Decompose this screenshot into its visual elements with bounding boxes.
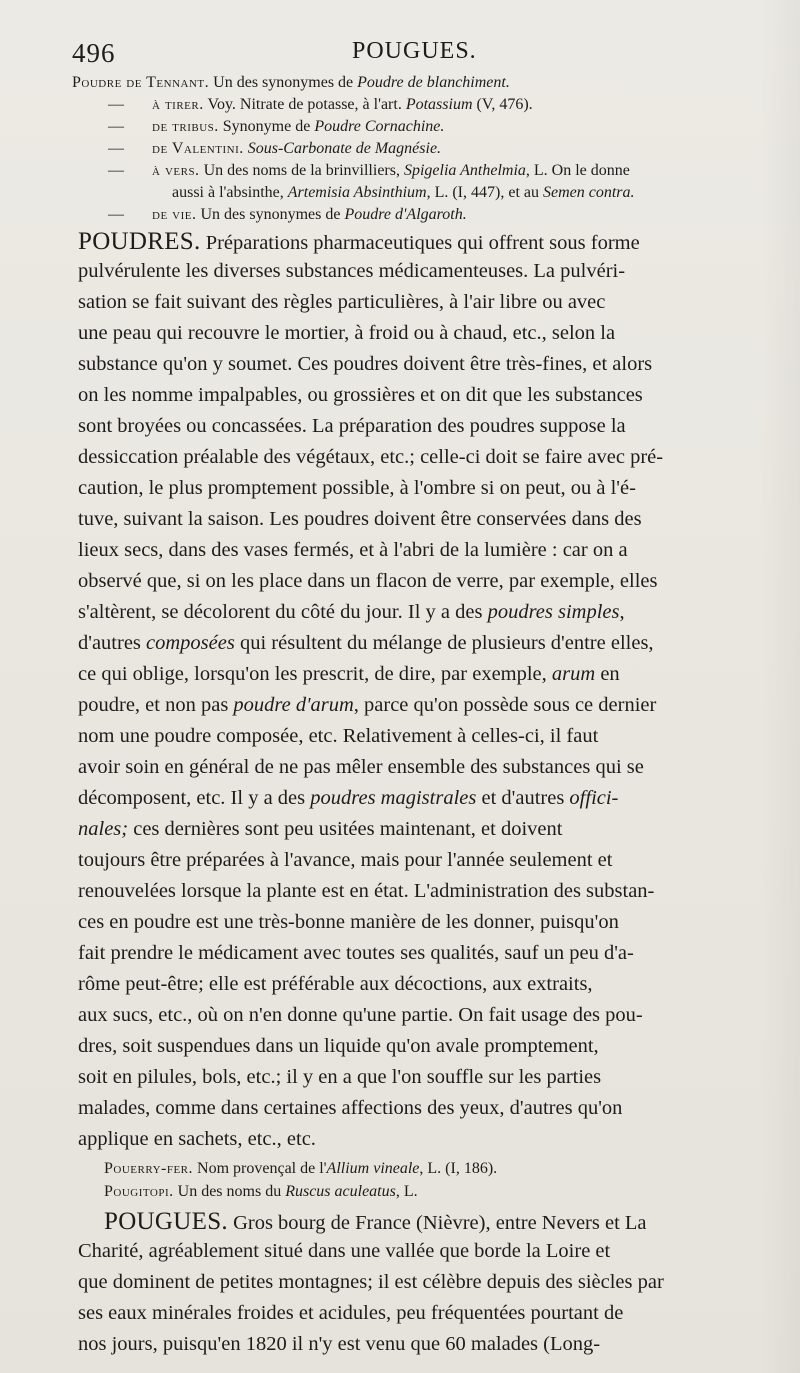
subentry-label: à vers. [152,162,200,179]
subentry: — de Valentini. Sous-Carbonate de Magnésie. [0,138,800,160]
headword-pougues: POUGUES. [104,1208,228,1235]
subentry-continuation: aussi à l'absinthe, Artemisia Absinthium, L. (I, 447), et au Semen contra. [172,184,635,201]
dash-mark: — [108,140,124,157]
subentry: — à tirer. Voy. Nitrate de potasse, à l'art. Potassium (V, 476). [0,94,800,116]
book-page: 496 POUGUES. Poudre de Tennant. Un des synonymes de Poudre de blanchiment. — à tirer. Voy. Nitrate de potasse, à l'art. Potassium (V, 476). — de tribus. Synonyme de Poudre Cornachine. — de Valentini. Sous-Carbonate de Magnésie. — à vers. Un des noms de la brinvilliers, Spigelia Anthelmia, L. On le donne aussi à l'absinthe, Artemisia Absinthium, L. (I, 447), et au Semen contra. — de vie. Un des synonymes de Poudre d'Algaroth. POUDRES. Préparations pharmaceutiques qui offrent sous forme pulvérulente les diverses substances médicamenteuses. La pulvéri- sation se fait suivant des règles particulières, à l'air libre ou avec une peau qui recouvre le mortier, à froid ou à chaud, etc., selon la substance qu'on y soumet. Ces poudres doivent être très-fines, et alors on les nomme impalpables, ou grossières et on dit que les substances sont broyées ou concassées. La préparation des poudres suppose la dessiccation préalable des végétaux, etc.; celle-ci doit se faire avec pré- caution, le plus promptement possible, à l'ombre si on peut, ou à l'é- tuve, suivant la saison. Les poudres doivent être conservées dans des lieux secs, dans des vases fermés, et à l'abri de la lumière : car on a observé que, si on les place dans un flacon de verre, par exemple, elles s'altèrent, se décolorent du côté du jour. Il y a des poudres simples, d'autres composées qui résultent du mélange de plusieurs d'entre elles, ce qui oblige, lorsqu'on les prescrit, de dire, par exemple, arum en poudre, et non pas poudre d'arum, parce qu'on possède sous ce dernier nom une poudre composée, etc. Relativement à celles-ci, il faut avoir soin en général de ne pas mêler ensemble des substances qui se décomposent, etc. Il y a des poudres magistrales et d'autres offici- nales; ces dernières sont peu usitées maintenant, et doivent toujours être préparées à l'avance, mais pour l'année seulement et renouvelées lorsque la plante est en état. L'administration des substan- ces en poudre est une très-bonne manière de les donner, puisqu'on fait prendre le médicament avec toutes ses qualités, sauf un peu d'a- rôme peut-être; elle est préférable aux décoctions, aux extraits, aux sucs, etc., où on n'en donne qu'une partie. On fait usage des pou- dres, soit suspendues dans un liquide qu'on avale promptement, soit en pilules, bols, etc.; il y en a que l'on souffle sur les parties malades, comme dans certaines affections des yeux, d'autres qu'on applique en sachets, etc., etc. Pouerry-fer. Nom provençal de l'Allium vineale, L. (I, 186). Pougitopi. Un des noms du Ruscus aculeatus, L. POUGUES. Gros bourg de France (Nièvre), entre Nevers et La Charité, agréablement situé dans une vallée que borde la Loire et que dominent de petites montagnes; il est célèbre depuis des siècles par ses eaux minérales froides et acidules, peu fréquentées pourtant de nos jours, puisqu'en 1820 il n'y est venu que 60 malades (Long- [0,0,800,1373]
subentry: Poudre de Tennant. Un des synonymes de Poudre de blanchiment. [72,74,510,91]
subentry: — de tribus. Synonyme de Poudre Cornachine. [0,116,800,138]
dash-mark: — [108,96,124,113]
dash-mark: — [108,206,124,223]
page-edge-shadow [760,0,800,1373]
page-number: 496 [72,38,116,68]
subentry-label: de Valentini. [152,140,244,157]
page-header [0,36,800,76]
subentry: — de vie. Un des synonymes de Poudre d'Algaroth. [0,204,800,226]
subentry-label: à tirer. [152,96,204,113]
dash-mark: — [108,162,124,179]
dash-mark: — [108,118,124,135]
entry-pougitopi: Pougitopi. Un des noms du Ruscus aculeatus, L. [104,1183,418,1200]
subentry-label: de vie. [152,206,197,223]
subentry-label: Poudre de Tennant. [72,74,210,91]
running-head: POUGUES. [352,38,477,64]
headword-poudres: POUDRES. [78,228,201,255]
subentry: — à vers. Un des noms de la brinvilliers, Spigelia Anthelmia, L. On le donne [0,160,800,182]
subentry-label: de tribus. [152,118,219,135]
poudre-subentries [0,72,800,226]
entry-pouerry-fer: Pouerry-fer. Nom provençal de l'Allium vineale, L. (I, 186). [104,1160,498,1177]
